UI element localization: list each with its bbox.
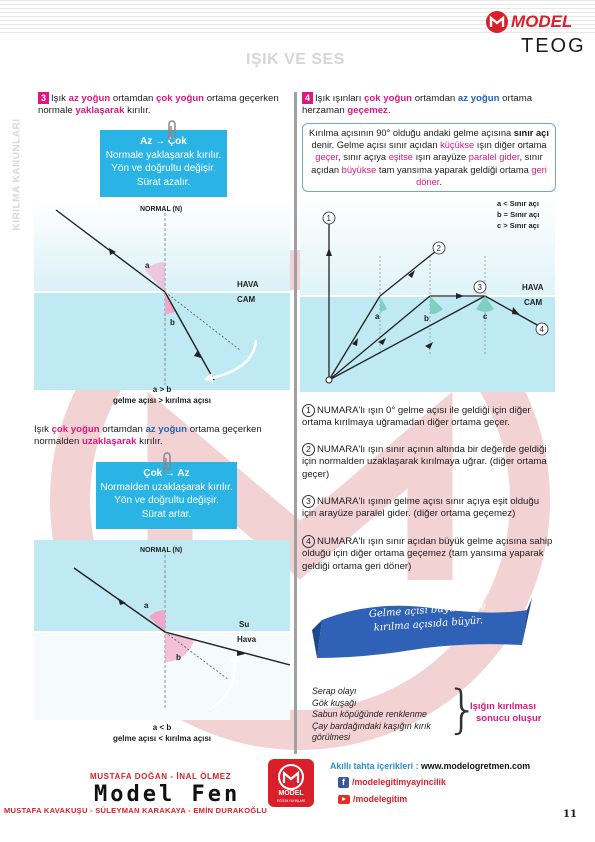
- logo-sub: EĞİTİM YAYINLARI: [277, 799, 305, 803]
- legend-line: c > Sınır açı: [497, 221, 539, 230]
- angle-b-label: b: [170, 318, 175, 327]
- page-number: 11: [563, 809, 577, 820]
- rule-box-line: Sürat azalır.: [136, 176, 191, 188]
- diagram1-caption: [34, 384, 290, 406]
- caption-line: a < b: [152, 723, 172, 732]
- angle-a-label: a: [145, 261, 150, 270]
- examples-list: [312, 686, 452, 744]
- normal-label: NORMAL (N): [140, 547, 183, 554]
- item3-text: 3 Işık az yoğun ortamdan çok yoğun ortama geçerken normale yaklaşarak kırılır.: [38, 93, 279, 117]
- youtube-icon: [338, 795, 350, 804]
- examples-brace: }: [446, 680, 480, 740]
- legend-line: a < Sınır açı: [497, 199, 539, 208]
- footer-authors-1: MUSTAFA DOĞAN - İNAL ÖLMEZ: [90, 772, 232, 781]
- youtube-line[interactable]: [338, 794, 407, 804]
- medium-top-label: HAVA: [522, 283, 544, 292]
- rule-box-line: Yön ve doğrultu değişir.: [114, 495, 219, 506]
- model-logo-icon: [268, 762, 314, 792]
- smart-board-line: [330, 761, 530, 771]
- ray-4-label: 4: [539, 325, 544, 334]
- side-title: KIRILMA KANUNLARI: [11, 118, 23, 231]
- rule-box-title: Az → Çok: [140, 136, 187, 147]
- ray-1-label: 1: [326, 214, 331, 223]
- example-item: Sabun köpüğünde renklenme: [312, 709, 427, 720]
- youtube-link[interactable]: /modelegitim: [353, 794, 408, 804]
- list-item: [302, 443, 554, 481]
- smart-board-label: Akıllı tahta içerikleri :: [330, 761, 421, 771]
- angle-a-label: a: [144, 601, 149, 610]
- brand-logo: [485, 8, 585, 62]
- diagram2-caption: [34, 722, 290, 744]
- smart-board-url[interactable]: www.modelogretmen.com: [420, 761, 531, 771]
- footer-logo: [268, 759, 314, 807]
- medium-top-label: Su: [239, 620, 250, 629]
- caption-line: gelme açısı < kırılma açısı: [112, 734, 212, 743]
- medium-bottom-label: Hava: [237, 635, 257, 644]
- rule-box-line: Normale yaklaşarak kırılır.: [105, 149, 222, 161]
- brand-name: MODEL: [511, 12, 573, 31]
- refraction-diagram-1: [34, 200, 290, 390]
- medium-top-label: HAVA: [237, 280, 259, 289]
- rule-box-line: Sürat artar.: [141, 508, 192, 520]
- facebook-line[interactable]: [338, 777, 446, 788]
- footer-model-fen: Model Fen: [94, 782, 241, 807]
- model-logo-icon: [485, 10, 509, 34]
- list-item: [302, 404, 554, 430]
- normal-label: NORMAL (N): [140, 206, 183, 213]
- list-text: NUMARA'lı ışın sınır açının altında bir değerde geldiği için normalden uzaklaşarak kırılmaya uğrar. (diğer ortama geçer): [302, 444, 547, 480]
- caption-line: a > b: [152, 385, 172, 394]
- list-number: 1: [302, 404, 315, 417]
- item4-text: 4 Işık ışınları çok yoğun ortamdan az yoğun ortama herzaman geçemez.: [302, 93, 533, 117]
- rule-box-az-cok: [100, 130, 227, 197]
- item4-number: 4: [302, 92, 313, 104]
- list-item: [302, 535, 554, 573]
- column-divider: [294, 92, 297, 754]
- info-box: Kırılma açısının 90° olduğu andaki gelme açısına sınır açı denir. Gelme açısı sınır açıdan küçükse ışın diğer ortama geçer, sınır açıya eşitse ışın arayüze paralel gider, sınır açıdan büyükse tam yansıma yaparak geldiği ortama geri döner.: [302, 123, 556, 192]
- paperclip-icon: [165, 118, 179, 142]
- list-text: NUMARA'lı ışının gelme açısı sınır açıya eşit olduğu için arayüze paralel gider. (diğer ortama geçemez): [302, 496, 540, 520]
- rule-box-line: Normalden uzaklaşarak kırılır.: [100, 481, 233, 493]
- section-title: IŞIK VE SES: [246, 51, 345, 68]
- paperclip-icon: [160, 450, 174, 474]
- ribbon-line: kırılma açısıda büyür.: [373, 615, 484, 634]
- list-text: NUMARA'lı ışın 0° gelme açısı ile geldiği için diğer ortama kırılmaya uğramadan diğer ortama geçer.: [302, 405, 531, 429]
- rule-box-line: Yön ve doğrultu değişir.: [111, 163, 216, 174]
- list-text: NUMARA'lı ışın sınır açıdan büyük gelme açısına sahip olduğu için diğer ortama geçemez (tam yansıma yaparak geldiği ortama geri döner): [302, 536, 553, 572]
- ray-2-label: 2: [436, 244, 441, 253]
- rule-box-title: Çok → Az: [143, 468, 190, 479]
- logo-text: MODEL: [278, 790, 304, 797]
- example-item: Serap olayı: [312, 686, 357, 696]
- critical-angle-diagram: [300, 196, 555, 392]
- refraction-diagram-2: [34, 540, 290, 720]
- ribbon-line: Gelme açısı büyüdükçe: [368, 600, 487, 621]
- caption-line: gelme açısı > kırılma açısı: [112, 396, 212, 405]
- medium-bottom-label: CAM: [237, 295, 256, 304]
- facebook-link[interactable]: /modelegitimyayincilik: [352, 777, 446, 787]
- angle-c-label: c: [483, 312, 488, 321]
- ray-3-label: 3: [477, 283, 482, 292]
- result-line: Işığın kırılması: [470, 701, 536, 712]
- item-b-text: Işık çok yoğun ortamdan az yoğun ortama geçerken normalden uzaklaşarak kırılır.: [34, 424, 262, 448]
- example-item: Çay bardağındaki kaşığın kırık görülmesi: [312, 720, 431, 743]
- angle-b-label: b: [176, 653, 181, 662]
- item3-number: 3: [38, 92, 49, 104]
- angle-a-label: a: [375, 312, 380, 321]
- medium-bottom-label: CAM: [524, 298, 543, 307]
- list-number: 3: [302, 495, 315, 508]
- examples-result: [470, 701, 541, 725]
- list-number: 4: [302, 535, 315, 548]
- list-number: 2: [302, 443, 315, 456]
- facebook-icon: f: [338, 777, 349, 788]
- example-item: Gök kuşağı: [312, 697, 357, 708]
- brand-sub: TEOG: [521, 35, 586, 57]
- result-line: sonucu oluşur: [476, 713, 542, 724]
- list-item: [302, 495, 554, 521]
- angle-b-label: b: [424, 314, 429, 323]
- legend-line: b = Sınır açı: [497, 210, 540, 219]
- footer-authors-2: MUSTAFA KAVAKUŞU - SÜLEYMAN KARAKAYA - EMİN DURAKOĞLU: [4, 806, 268, 815]
